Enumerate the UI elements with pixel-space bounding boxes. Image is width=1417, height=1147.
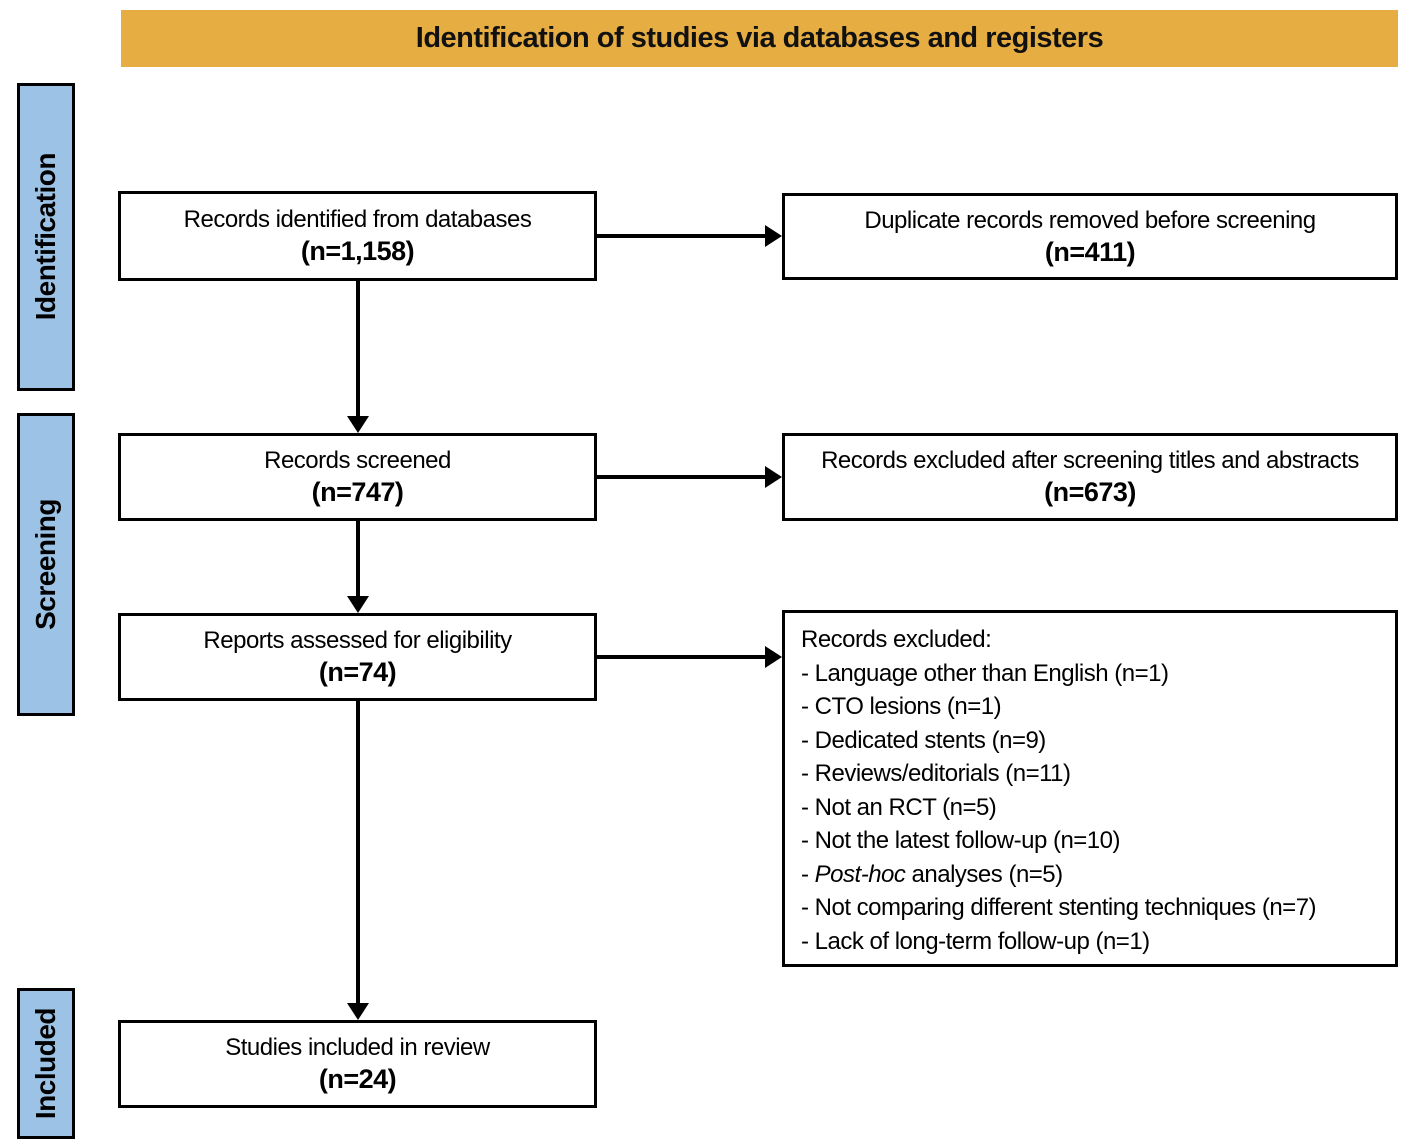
arrow-screened-to-excluded-line	[597, 475, 767, 479]
box-reports-assessed-count: (n=74)	[318, 657, 397, 687]
box-duplicates-removed-label: Duplicate records removed before screening	[864, 206, 1316, 234]
arrow-identified-to-screened-line	[356, 281, 360, 419]
excluded-reason-item: - Reviews/editorials (n=11)	[801, 760, 1071, 787]
excluded-reason-item: - Dedicated stents (n=9)	[801, 726, 1046, 754]
excluded-reason-item: - Not comparing different stenting techniques (n=7)	[801, 894, 1317, 921]
arrow-identified-to-screened-head	[347, 416, 369, 433]
box-records-screened-count: (n=747)	[311, 477, 404, 507]
stage-label-included	[17, 988, 75, 1139]
box-reports-assessed-label: Reports assessed for eligibility	[203, 627, 512, 654]
arrow-screened-to-eligibility-line	[356, 521, 360, 597]
banner-title: Identification of studies via databases and registers	[415, 22, 1104, 54]
box-studies-included	[118, 1020, 597, 1108]
arrow-eligibility-to-reasons-line	[597, 655, 767, 659]
excluded-reason-italic: Post-hoc	[814, 860, 906, 888]
excluded-reason-item: - Not an RCT (n=5)	[801, 793, 997, 821]
stage-label-included-text: Included	[30, 1007, 61, 1120]
box-records-excluded-screening-label: Records excluded after screening titles and abstracts	[821, 447, 1359, 474]
box-reports-assessed	[118, 613, 597, 701]
excluded-reason-item: - Not the latest follow-up (n=10)	[801, 827, 1120, 854]
stage-label-identification-text: Identification	[30, 153, 61, 321]
box-records-identified	[118, 191, 597, 281]
box-studies-included-label: Studies included in review	[225, 1034, 490, 1061]
box-records-excluded-screening-count: (n=673)	[1044, 477, 1136, 507]
excluded-reason-item: - CTO lesions (n=1)	[801, 693, 1002, 720]
arrow-identified-to-duplicates-head	[765, 225, 782, 247]
box-records-excluded-reasons	[782, 610, 1398, 967]
box-records-identified-label: Records identified from databases	[183, 206, 532, 233]
arrow-eligibility-to-reasons-head	[765, 646, 782, 668]
box-records-screened-label: Records screened	[264, 447, 451, 474]
excluded-reason-rest: analyses (n=5)	[905, 860, 1063, 888]
excluded-reason-item: - Language other than English (n=1)	[801, 659, 1169, 687]
box-records-screened	[118, 433, 597, 521]
arrow-screened-to-eligibility-head	[347, 596, 369, 613]
stage-label-screening	[17, 413, 75, 716]
excluded-reason-item	[801, 858, 1395, 892]
arrow-screened-to-excluded-head	[765, 466, 782, 488]
arrow-eligibility-to-included-line	[356, 701, 360, 1004]
box-duplicates-removed	[782, 193, 1398, 280]
box-studies-included-count: (n=24)	[318, 1064, 397, 1094]
stage-label-identification	[17, 83, 75, 391]
excluded-reason-item: - Lack of long-term follow-up (n=1)	[801, 927, 1150, 955]
excluded-reasons-title: Records excluded:	[801, 626, 992, 653]
excluded-reason-prefix: -	[801, 860, 815, 888]
box-records-excluded-screening	[782, 433, 1398, 521]
banner	[121, 10, 1398, 67]
arrow-identified-to-duplicates-line	[597, 234, 767, 238]
arrow-eligibility-to-included-head	[347, 1003, 369, 1020]
box-records-identified-count: (n=1,158)	[300, 236, 415, 266]
stage-label-screening-text: Screening	[30, 499, 61, 630]
box-duplicates-removed-count: (n=411)	[1044, 236, 1136, 267]
